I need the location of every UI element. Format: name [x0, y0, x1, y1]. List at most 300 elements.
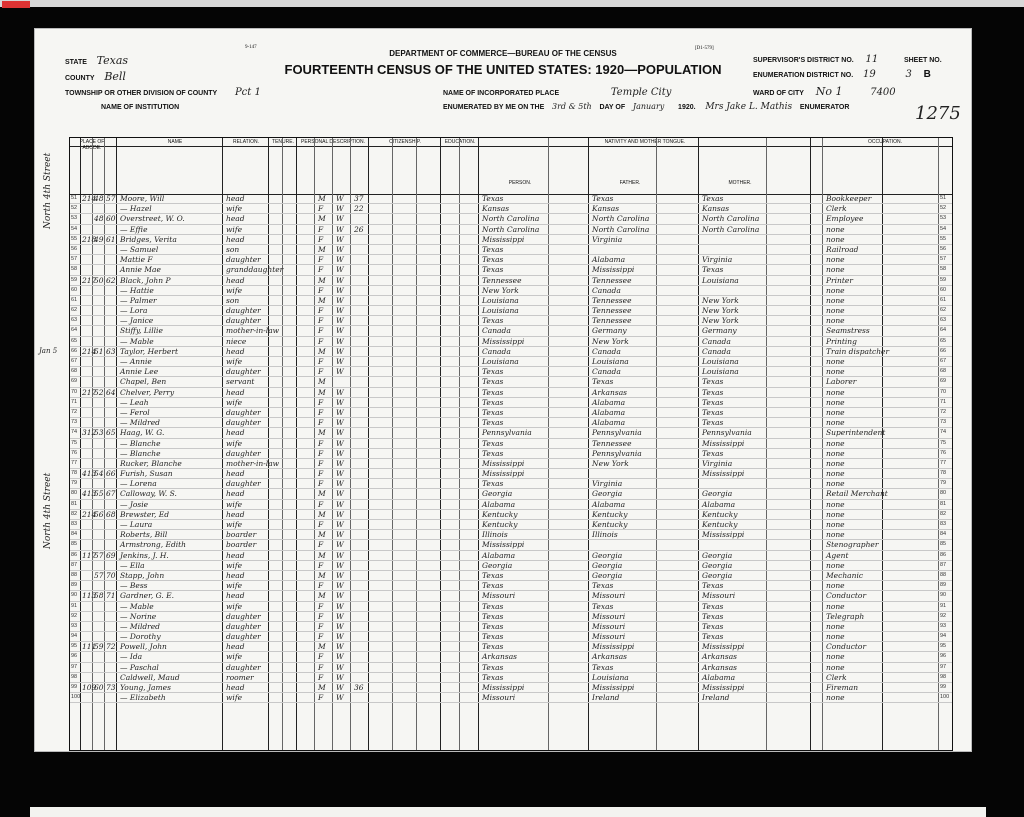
cell-sex: F — [318, 672, 324, 682]
cell-fpob: Louisiana — [592, 672, 629, 682]
line-number: 97 — [71, 663, 78, 670]
cell-race: W — [336, 387, 344, 397]
cell-sex: M — [318, 683, 326, 692]
cell-rel: daughter — [226, 632, 261, 642]
table-row — [70, 347, 952, 357]
cell-race: W — [336, 560, 344, 570]
cell-fpob: Mississippi — [592, 642, 635, 652]
cell-house: 111 — [82, 642, 97, 652]
cell-rel: daughter — [226, 306, 261, 316]
cell-name: Chelver, Perry — [120, 387, 175, 397]
cell-fpob: Missouri — [592, 632, 626, 642]
line-number: 98 — [71, 673, 78, 680]
cell-pob: Louisiana — [482, 357, 519, 366]
line-number-right: 64 — [940, 327, 947, 334]
place-label: NAME OF INCORPORATED PLACE — [443, 90, 560, 97]
cell-race: W — [336, 448, 344, 458]
line-number: 59 — [71, 276, 78, 283]
cell-rel: head — [226, 683, 245, 692]
cell-fam: 71 — [106, 591, 116, 601]
cell-rel: boarder — [226, 530, 257, 540]
supervisor-value: 11 — [865, 54, 879, 65]
line-number: 88 — [71, 571, 78, 578]
cell-rel: wife — [226, 581, 243, 591]
cell-rel: head — [226, 234, 245, 244]
cell-name: Mattie F — [120, 255, 153, 265]
cell-fpob: Pennsylvania — [592, 428, 642, 438]
cell-mpob: Louisiana — [702, 275, 739, 285]
cell-occ: none — [826, 601, 845, 611]
cell-occ: none — [826, 693, 845, 703]
sheet-side: B — [923, 69, 931, 80]
cell-mpob: Alabama — [702, 672, 736, 682]
cell-dwell: 49 — [94, 234, 104, 244]
cell-mpob: Mississippi — [702, 683, 745, 692]
institution-label: NAME OF INSTITUTION — [101, 104, 180, 111]
line-number-right: 51 — [940, 195, 947, 201]
cell-occ: Laborer — [826, 377, 857, 387]
cell-rel: wife — [226, 652, 243, 662]
line-number: 73 — [71, 419, 78, 426]
cell-pob: Texas — [482, 448, 504, 458]
cell-name: Taylor, Herbert — [120, 346, 178, 356]
cell-mpob: Texas — [702, 265, 724, 275]
cell-occ: Employee — [826, 214, 864, 224]
line-number-right: 78 — [940, 470, 947, 477]
line-number: 75 — [71, 439, 78, 446]
cell-pob: Mississippi — [482, 683, 525, 692]
cell-sex: F — [318, 601, 324, 611]
line-number: 80 — [71, 490, 78, 497]
line-number-right: 65 — [940, 337, 947, 344]
cell-name: Bridges, Verita — [120, 234, 177, 244]
sheet-label: SHEET NO. — [903, 57, 942, 64]
cell-rel: daughter — [226, 662, 261, 672]
cell-mpob: Texas — [702, 377, 724, 387]
cell-sex: F — [318, 285, 324, 295]
line-number: 76 — [71, 449, 78, 456]
cell-name: — Norine — [120, 611, 157, 621]
table-row — [70, 530, 952, 540]
cell-race: W — [336, 601, 344, 611]
line-number: 89 — [71, 582, 78, 589]
census-title: FOURTEENTH CENSUS OF THE UNITED STATES: 1920—POPULATION — [284, 62, 722, 77]
cell-mpob: North Carolina — [702, 224, 760, 234]
cell-mpob: Texas — [702, 194, 724, 203]
table-row — [70, 561, 952, 571]
cell-rel: daughter — [226, 407, 261, 417]
cell-race: W — [336, 509, 344, 519]
cell-mpob: Texas — [702, 632, 724, 642]
table-row — [70, 367, 952, 377]
cell-occ: none — [826, 418, 845, 428]
cell-fpob: Texas — [592, 194, 614, 203]
cell-pob: Texas — [482, 255, 504, 265]
place-field — [443, 87, 671, 98]
cell-mpob: North Carolina — [702, 214, 760, 224]
cell-fpob: Georgia — [592, 560, 623, 570]
cell-pob: Texas — [482, 662, 504, 672]
top-border-strip — [0, 0, 1024, 7]
cell-fpob: Alabama — [592, 499, 626, 509]
cell-mpob: Virginia — [702, 458, 733, 468]
cell-name: — Lorena — [120, 479, 157, 489]
col-group-nativity: NATIVITY AND MOTHER TONGUE. — [604, 139, 686, 145]
col-group-relation: RELATION. — [232, 139, 260, 145]
line-number-right: 75 — [940, 439, 947, 446]
department-title: DEPARTMENT OF COMMERCE—BUREAU OF THE CENSUS — [389, 49, 617, 58]
cell-fpob: Tennessee — [592, 295, 632, 305]
cell-occ: none — [826, 387, 845, 397]
line-number: 64 — [71, 327, 78, 334]
line-number: 63 — [71, 317, 78, 324]
line-number-right: 90 — [940, 592, 947, 599]
line-number-right: 77 — [940, 459, 947, 466]
cell-sex: M — [318, 387, 326, 397]
cell-race: W — [336, 346, 344, 356]
cell-mpob: Texas — [702, 621, 724, 631]
cell-name: — Mildred — [120, 418, 160, 428]
cell-fpob: Georgia — [592, 550, 623, 560]
county-label: COUNTY — [65, 75, 95, 82]
cell-dwell: 52 — [94, 387, 104, 397]
line-number-right: 91 — [940, 602, 947, 609]
cell-occ: none — [826, 224, 845, 234]
cell-mpob: New York — [702, 316, 739, 326]
line-number-right: 88 — [940, 571, 947, 578]
cell-sex: F — [318, 204, 324, 214]
table-row — [70, 316, 952, 326]
cell-fpob: Missouri — [592, 621, 626, 631]
line-number: 86 — [71, 551, 78, 558]
cell-sex: M — [318, 509, 326, 519]
line-number-right: 96 — [940, 653, 947, 660]
cell-race: W — [336, 438, 344, 448]
cell-race: W — [336, 326, 344, 336]
cell-fpob: Germany — [592, 326, 627, 336]
enumerated-day: 3rd & 5th — [552, 102, 592, 111]
cell-name: Gardner, G. E. — [120, 591, 174, 601]
cell-pob: Texas — [482, 407, 504, 417]
cell-sex: F — [318, 326, 324, 336]
cell-fam: 72 — [106, 642, 116, 652]
cell-mpob: New York — [702, 306, 739, 316]
cell-race: W — [336, 550, 344, 560]
supervisor-field — [753, 54, 942, 65]
cell-pob: Texas — [482, 367, 504, 377]
table-row — [70, 408, 952, 418]
cell-sex: F — [318, 581, 324, 591]
cell-occ: none — [826, 499, 845, 509]
cell-occ: none — [826, 285, 845, 295]
cell-occ: none — [826, 479, 845, 489]
line-number: 81 — [71, 500, 78, 507]
cell-race: W — [336, 316, 344, 326]
cell-pob: Texas — [482, 581, 504, 591]
cell-rel: head — [226, 642, 245, 652]
cell-sex: F — [318, 397, 324, 407]
cell-pob: Texas — [482, 397, 504, 407]
cell-occ: Seamstress — [826, 326, 870, 336]
cell-sex: F — [318, 316, 324, 326]
cell-race: W — [336, 418, 344, 428]
cell-sex: M — [318, 244, 326, 254]
cell-name: Furish, Susan — [120, 469, 173, 479]
cell-sex: F — [318, 306, 324, 316]
line-number-right: 71 — [940, 398, 947, 405]
form-code: [D1-579] — [695, 46, 714, 51]
cell-occ: none — [826, 469, 845, 479]
line-number-right: 80 — [940, 490, 947, 497]
line-number-right: 69 — [940, 378, 947, 385]
cell-mpob: Louisiana — [702, 357, 739, 366]
line-number: 60 — [71, 286, 78, 293]
cell-fam: 73 — [106, 683, 116, 692]
table-row — [70, 571, 952, 581]
cell-rel: mother-in-law — [226, 458, 280, 468]
table-row — [70, 551, 952, 561]
table-row — [70, 337, 952, 347]
cell-name: — Palmer — [120, 295, 157, 305]
cell-sex: M — [318, 194, 326, 203]
cell-pob: Texas — [482, 642, 504, 652]
cell-name: — Leah — [120, 397, 149, 407]
table-row — [70, 428, 952, 438]
cell-rel: wife — [226, 285, 243, 295]
cell-fpob: Alabama — [592, 255, 626, 265]
line-number: 52 — [71, 205, 78, 212]
cell-fam: 68 — [106, 509, 116, 519]
line-number-right: 100 — [940, 694, 950, 701]
cell-dwell: 50 — [94, 275, 104, 285]
cell-dwell: 48 — [94, 214, 104, 224]
cell-sex: F — [318, 652, 324, 662]
cell-fpob: Missouri — [592, 611, 626, 621]
cell-pob: Georgia — [482, 560, 513, 570]
cell-race: W — [336, 683, 344, 692]
cell-name: — Blanche — [120, 448, 161, 458]
cell-race: W — [336, 499, 344, 509]
cell-house: 413 — [82, 469, 97, 479]
cell-fpob: Canada — [592, 285, 621, 295]
cell-fpob: Virginia — [592, 234, 623, 244]
cell-house: 413 — [82, 489, 97, 499]
cell-name: — Ella — [120, 560, 145, 570]
cell-pob: Mississippi — [482, 458, 525, 468]
table-row — [70, 255, 952, 265]
cell-rel: servant — [226, 377, 255, 387]
line-number-right: 59 — [940, 276, 947, 283]
line-number: 53 — [71, 215, 78, 222]
enumerated-month: January — [632, 102, 665, 111]
table-row — [70, 673, 952, 683]
cell-rel: head — [226, 428, 245, 438]
cell-age: 22 — [354, 204, 364, 214]
table-row — [70, 439, 952, 449]
sheet-value: 3 — [905, 69, 912, 80]
line-number: 70 — [71, 388, 78, 395]
cell-name: Stiffy, Lillie — [120, 326, 163, 336]
cell-sex: M — [318, 642, 326, 652]
col-group-occupation: OCCUPATION. — [868, 139, 902, 145]
cell-rel: head — [226, 570, 245, 580]
cell-fam: 67 — [106, 489, 116, 499]
line-number: 95 — [71, 643, 78, 650]
ward-field — [753, 85, 896, 98]
place-value: Temple City — [610, 87, 672, 98]
cell-rel: daughter — [226, 479, 261, 489]
line-number: 68 — [71, 368, 78, 375]
table-row — [70, 418, 952, 428]
cell-occ: Agent — [826, 550, 849, 560]
cell-age: 26 — [354, 224, 364, 234]
cell-race: W — [336, 458, 344, 468]
cell-dwell: 60 — [94, 683, 104, 692]
cell-name: — Janice — [120, 316, 154, 326]
cell-pob: Canada — [482, 346, 511, 356]
cell-sex: M — [318, 346, 326, 356]
cell-sex: F — [318, 255, 324, 265]
cell-name: Haag, W. G. — [120, 428, 165, 438]
cell-race: W — [336, 652, 344, 662]
cell-dwell: 55 — [94, 489, 104, 499]
enumerated-year: 1920. — [678, 104, 696, 111]
table-row — [70, 479, 952, 489]
cell-race: W — [336, 581, 344, 591]
cell-mpob: Mississippi — [702, 642, 745, 652]
cell-sex: F — [318, 367, 324, 377]
table-row — [70, 642, 952, 652]
line-number-right: 54 — [940, 225, 947, 232]
cell-mpob: Missouri — [702, 591, 736, 601]
enumerator-name: Mrs Jake L. Mathis — [705, 102, 793, 112]
cell-house: 214 — [82, 509, 97, 519]
cell-name: Jenkins, J. H. — [120, 550, 169, 560]
township-label: TOWNSHIP OR OTHER DIVISION OF COUNTY — [65, 90, 218, 97]
line-number-right: 74 — [940, 429, 947, 436]
line-number: 84 — [71, 531, 78, 538]
line-number: 54 — [71, 225, 78, 232]
cell-mpob: Alabama — [702, 499, 736, 509]
cell-pob: Illinois — [482, 530, 508, 540]
cell-occ: none — [826, 367, 845, 377]
line-number-right: 58 — [940, 266, 947, 273]
cell-fpob: Canada — [592, 367, 621, 377]
cell-pob: Alabama — [482, 550, 516, 560]
cell-race: W — [336, 540, 344, 550]
cell-race: W — [336, 255, 344, 265]
cell-rel: head — [226, 214, 245, 224]
cell-pob: Alabama — [482, 499, 516, 509]
cell-fpob: Kansas — [592, 204, 620, 214]
line-number-right: 56 — [940, 245, 947, 252]
cell-rel: head — [226, 275, 245, 285]
table-row — [70, 276, 952, 286]
cell-sex: F — [318, 224, 324, 234]
cell-rel: wife — [226, 601, 243, 611]
cell-fpob: Pennsylvania — [592, 448, 642, 458]
table-row — [70, 459, 952, 469]
cell-rel: head — [226, 550, 245, 560]
cell-sex: M — [318, 428, 326, 438]
cell-fam: 63 — [106, 346, 116, 356]
cell-fpob: Texas — [592, 601, 614, 611]
subhdr-mother: MOTHER. — [728, 180, 752, 186]
cell-mpob: Louisiana — [702, 367, 739, 377]
cell-pob: Texas — [482, 611, 504, 621]
cell-sex: M — [318, 295, 326, 305]
cell-rel: daughter — [226, 418, 261, 428]
cell-occ: none — [826, 581, 845, 591]
line-number: 62 — [71, 307, 78, 314]
cell-name: Moore, Will — [120, 194, 165, 203]
cell-pob: Kentucky — [482, 509, 518, 519]
cell-dwell: 51 — [94, 346, 104, 356]
cell-fpob: Arkansas — [592, 387, 628, 397]
line-number: 87 — [71, 561, 78, 568]
supervisor-label: SUPERVISOR'S DISTRICT NO. — [753, 57, 854, 64]
line-number: 58 — [71, 266, 78, 273]
table-row — [70, 357, 952, 367]
cell-sex: M — [318, 550, 326, 560]
table-row — [70, 306, 952, 316]
col-group-personal: PERSONAL DESCRIPTION. — [301, 139, 365, 145]
cell-sex: F — [318, 265, 324, 275]
cell-sex: F — [318, 540, 324, 550]
cell-sex: F — [318, 693, 324, 703]
cell-occ: none — [826, 255, 845, 265]
cell-name: — Hattie — [120, 285, 154, 295]
cell-name: Calloway, W. S. — [120, 489, 177, 499]
table-row — [70, 540, 952, 550]
cell-rel: roomer — [226, 672, 254, 682]
cell-occ: none — [826, 306, 845, 316]
cell-name: — Bess — [120, 581, 148, 591]
cell-age: 36 — [354, 683, 364, 692]
cell-race: W — [336, 265, 344, 275]
ward-label: WARD OF CITY — [753, 90, 804, 97]
cell-pob: Kansas — [482, 204, 510, 214]
cell-fpob: Kentucky — [592, 509, 628, 519]
cell-fam: 69 — [106, 550, 116, 560]
cell-house: 218 — [82, 234, 97, 244]
cell-sex: M — [318, 377, 326, 387]
cell-fpob: Arkansas — [592, 652, 628, 662]
cell-fam: 70 — [106, 570, 116, 580]
cell-sex: F — [318, 357, 324, 366]
cell-occ: Printer — [826, 275, 853, 285]
cell-sex: F — [318, 418, 324, 428]
table-row — [70, 398, 952, 408]
line-number-right: 95 — [940, 643, 947, 650]
cell-occ: Bookkeeper — [826, 194, 872, 203]
line-number-right: 97 — [940, 663, 947, 670]
cell-fpob: Texas — [592, 662, 614, 672]
cell-fpob: Mississippi — [592, 265, 635, 275]
cell-name: — Ferol — [120, 407, 150, 417]
cell-name: Chapel, Ben — [120, 377, 167, 387]
cell-rel: son — [226, 244, 240, 254]
cell-mpob: Mississippi — [702, 438, 745, 448]
cell-mpob: Georgia — [702, 560, 733, 570]
cell-sex: F — [318, 499, 324, 509]
cell-name: Caldwell, Maud — [120, 672, 180, 682]
cell-house: 109 — [82, 683, 97, 692]
table-row — [70, 602, 952, 612]
cell-race: W — [336, 224, 344, 234]
line-number-right: 57 — [940, 256, 947, 263]
cell-race: W — [336, 285, 344, 295]
